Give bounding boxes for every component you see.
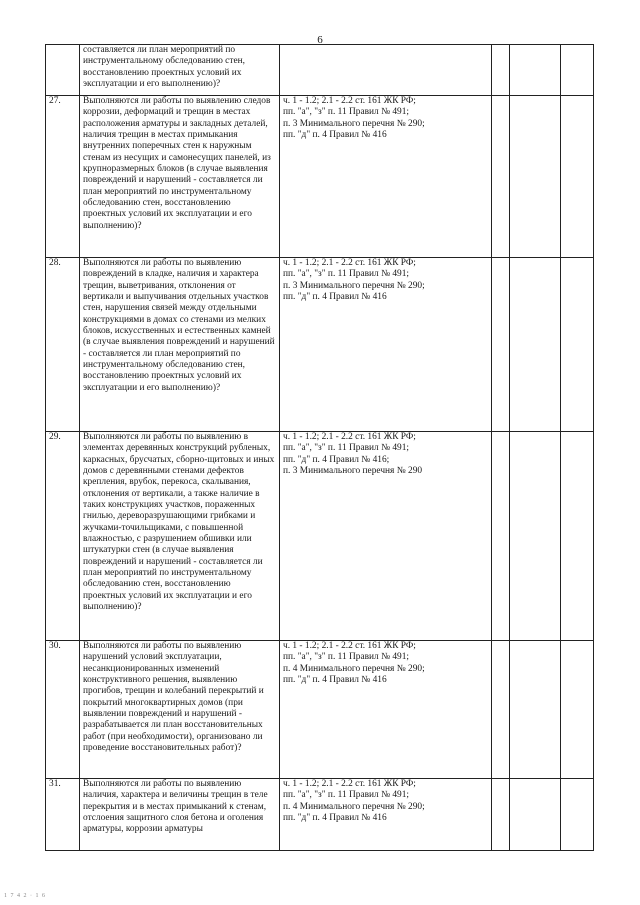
reference-line: пп. "а", "з" п. 11 Правил № 491; [283,790,410,801]
reference-line: пп. "а", "з" п. 11 Правил № 491; [283,652,410,663]
reference-line: пп. "д" п. 4 Правил № 416; [283,454,390,465]
reference-line: ч. 1 - 1.2; 2.1 - 2.2 ст. 161 ЖК РФ; [283,641,416,651]
reference-line: ч. 1 - 1.2; 2.1 - 2.2 ст. 161 ЖК РФ; [283,258,416,268]
row-number: 28. [46,258,80,432]
answer-cell-yes[interactable] [492,45,510,96]
row-question: Выполняются ли работы по выявлению в элементах деревянных конструкций рубленых, каркасных, брусчатых, сборно-щитовых и иных домов с деревянными стенами дефектов крепления, врубок, перекоса, скалывания, отклонения от вертикали, а также наличие в таких конструкциях участков, пораженных гнилью, дереворазрушающими грибками и жучками-точильщиками, с повышенной влажностью, с разрушением обшивки или штукатурки стен (в случае выявления повреждений и нарушений - составляется ли план мероприятий по инструментальному обследованию стен, восстановлению проектных условий их эксплуатации и его выполнению)? [80,432,280,641]
reference-line: п. 3 Минимального перечня № 290 [283,466,423,477]
reference-line: пп. "д" п. 4 Правил № 416 [283,292,387,303]
row-question: составляется ли план мероприятий по инструментальному обследованию стен, восстановлению проектных условий их эксплуатации и его выполнению)? [80,45,280,96]
reference-line: пп. "д" п. 4 Правил № 416 [283,675,387,686]
answer-cell-yes[interactable] [492,258,510,432]
reference-line: ч. 1 - 1.2; 2.1 - 2.2 ст. 161 ЖК РФ; [283,96,416,106]
answer-cell-yes[interactable] [492,641,510,779]
table-row [46,45,594,96]
table-row [46,779,594,851]
row-references [280,641,492,779]
table-row [46,432,594,641]
reference-line: пп. "д" п. 4 Правил № 416 [283,813,387,824]
answer-cell-yes[interactable] [492,432,510,641]
answer-cell-na[interactable] [561,641,594,779]
answer-cell-no[interactable] [510,45,561,96]
reference-line: пп. "а", "з" п. 11 Правил № 491; [283,107,410,118]
answer-cell-na[interactable] [561,432,594,641]
answer-cell-no[interactable] [510,432,561,641]
row-references [280,45,492,96]
reference-line: пп. "а", "з" п. 11 Правил № 491; [283,269,410,280]
reference-line: пп. "а", "з" п. 11 Правил № 491; [283,443,410,454]
checklist-table [45,44,594,851]
row-references [280,432,492,641]
answer-cell-yes[interactable] [492,779,510,851]
page-number: 6 [317,34,323,46]
row-references [280,779,492,851]
row-question: Выполняются ли работы по выявлению повреждений в кладке, наличия и характера трещин, выветривания, отклонения от вертикали и выпучивания отдельных участков стен, нарушения связей между отдельными конструкциями в домах со стенами из мелких блоков, искусственных и естественных камней (в случае выявления повреждений и нарушений - составляется ли план мероприятий по инструментальному обследованию стен, восстановлению проектных условий их эксплуатации и его выполнению)? [80,258,280,432]
reference-line: п. 3 Минимального перечня № 290; [283,280,425,291]
answer-cell-na[interactable] [561,258,594,432]
footer-mark: 1 7 4 2 · 1 6 [4,893,46,899]
answer-cell-no[interactable] [510,779,561,851]
reference-line: п. 4 Минимального перечня № 290; [283,663,425,674]
row-number [46,45,80,96]
reference-line: пп. "д" п. 4 Правил № 416 [283,130,387,141]
reference-line: ч. 1 - 1.2; 2.1 - 2.2 ст. 161 ЖК РФ; [283,779,416,789]
reference-line: п. 4 Минимального перечня № 290; [283,801,425,812]
answer-cell-no[interactable] [510,641,561,779]
row-number: 31. [46,779,80,851]
row-question: Выполняются ли работы по выявлению следов коррозии, деформаций и трещин в местах расположения арматуры и закладных деталей, наличия трещин в местах примыкания внутренних поперечных стен к наружным стенам из несущих и самонесущих панелей, из крупноразмерных блоков (в случае выявления повреждений и нарушений - составляется ли план мероприятий по инструментальному обследованию стен, восстановлению проектных условий их эксплуатации и его выполнению)? [80,96,280,258]
row-question: Выполняются ли работы по выявлению нарушений условий эксплуатации, несанкционированных изменений конструктивного решения, выявлению прогибов, трещин и колебаний перекрытий и покрытий многоквартирных домов (при выявлении повреждений и нарушений - разрабатывается ли план восстановительных работ (при необходимости), организовано ли проведение восстановительных работ)? [80,641,280,779]
reference-line: ч. 1 - 1.2; 2.1 - 2.2 ст. 161 ЖК РФ; [283,432,416,442]
answer-cell-na[interactable] [561,96,594,258]
answer-cell-no[interactable] [510,96,561,258]
row-references [280,96,492,258]
table-row [46,96,594,258]
reference-line: п. 3 Минимального перечня № 290; [283,118,425,129]
row-number: 29. [46,432,80,641]
answer-cell-yes[interactable] [492,96,510,258]
answer-cell-no[interactable] [510,258,561,432]
table-row [46,641,594,779]
answer-cell-na[interactable] [561,779,594,851]
row-number: 27. [46,96,80,258]
table-row [46,258,594,432]
row-number: 30. [46,641,80,779]
answer-cell-na[interactable] [561,45,594,96]
row-question: Выполняются ли работы по выявлению наличия, характера и величины трещин в теле перекрытия и в местах примыканий к стенам, отслоения защитного слоя бетона и оголения арматуры, коррозии арматуры [80,779,280,851]
row-references [280,258,492,432]
